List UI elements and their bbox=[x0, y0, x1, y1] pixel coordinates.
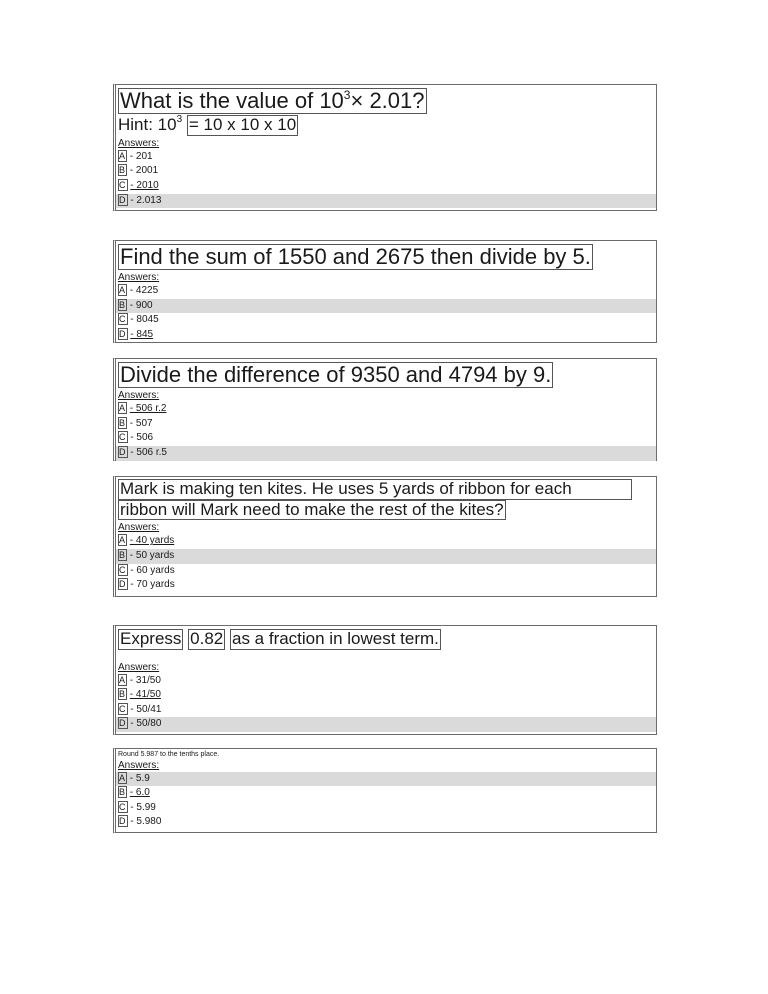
question-title-line-1: Mark is making ten kites. He uses 5 yards of ribbon for each bbox=[116, 479, 656, 500]
question-title: Find the sum of 1550 and 2675 then divide by 5. bbox=[120, 244, 591, 269]
answer-option-a[interactable]: A - 40 yards bbox=[119, 535, 175, 547]
question-card-3 bbox=[113, 358, 657, 461]
question-title: Express 0.82 as a fraction in lowest term. bbox=[120, 629, 439, 648]
question-card-6 bbox=[113, 748, 657, 833]
answers-label: Answers: bbox=[118, 522, 160, 534]
answer-option-d[interactable]: D - 70 yards bbox=[119, 579, 175, 591]
answer-option-a[interactable]: A - 201 bbox=[119, 150, 153, 162]
answers-label: Answers: bbox=[118, 759, 160, 771]
answer-option-a[interactable]: A - 4225 bbox=[119, 285, 159, 297]
hint-text: Hint: $10^3 = 10$ x 10 x 10 bbox=[118, 114, 297, 135]
answers-label: Answers: bbox=[118, 661, 160, 673]
answer-option-b[interactable]: B - 507 bbox=[119, 417, 153, 429]
question-card-2 bbox=[113, 240, 657, 343]
answer-option-d[interactable]: D - 50/80 bbox=[116, 717, 656, 732]
question-title: Round 5.987 to the tenths place. bbox=[118, 751, 220, 758]
answer-option-b[interactable]: B - 900 bbox=[116, 299, 656, 314]
answer-option-a[interactable]: A - 506 r.2 bbox=[119, 403, 167, 415]
answer-option-c[interactable]: C - 5.99 bbox=[119, 801, 156, 813]
answer-option-d[interactable]: D - 506 r.5 bbox=[116, 446, 656, 461]
question-card-5 bbox=[113, 625, 657, 735]
question-card-4 bbox=[113, 476, 657, 597]
question-title: Divide the difference of 9350 and 4794 by 9. bbox=[120, 362, 552, 387]
answer-option-b[interactable]: B - 50 yards bbox=[116, 549, 656, 564]
answer-option-c[interactable]: C - 50/41 bbox=[119, 703, 162, 715]
answer-option-d[interactable]: D - 5.980 bbox=[119, 816, 162, 828]
answer-option-a[interactable]: A - 31/50 bbox=[119, 674, 161, 686]
question-title bbox=[116, 88, 656, 114]
answer-option-c[interactable]: C - 60 yards bbox=[119, 564, 175, 576]
answer-option-a[interactable]: A - 5.9 bbox=[116, 772, 656, 787]
answers-label: Answers: bbox=[118, 390, 160, 402]
answer-option-b[interactable]: B - 6.0 bbox=[119, 787, 150, 799]
question-card-1 bbox=[113, 84, 657, 211]
question-title-box: What is the value of $10^3\times 2.01$? bbox=[120, 88, 425, 113]
answer-option-c[interactable]: C - 2010 bbox=[119, 180, 159, 192]
answers-label: Answers: bbox=[118, 137, 160, 149]
answer-option-b[interactable]: B - 41/50 bbox=[119, 689, 161, 701]
answer-option-b[interactable]: B - 2001 bbox=[119, 165, 159, 177]
answer-option-c[interactable]: C - 8045 bbox=[119, 314, 159, 326]
answer-option-d[interactable]: D - 845 bbox=[119, 328, 154, 340]
answer-option-c[interactable]: C - 506 bbox=[119, 432, 154, 444]
answer-option-d[interactable]: D - 2.013 bbox=[116, 194, 656, 209]
question-title-line-2: ribbon will Mark need to make the rest of the kites? bbox=[120, 499, 504, 519]
answers-label: Answers: bbox=[118, 272, 160, 284]
